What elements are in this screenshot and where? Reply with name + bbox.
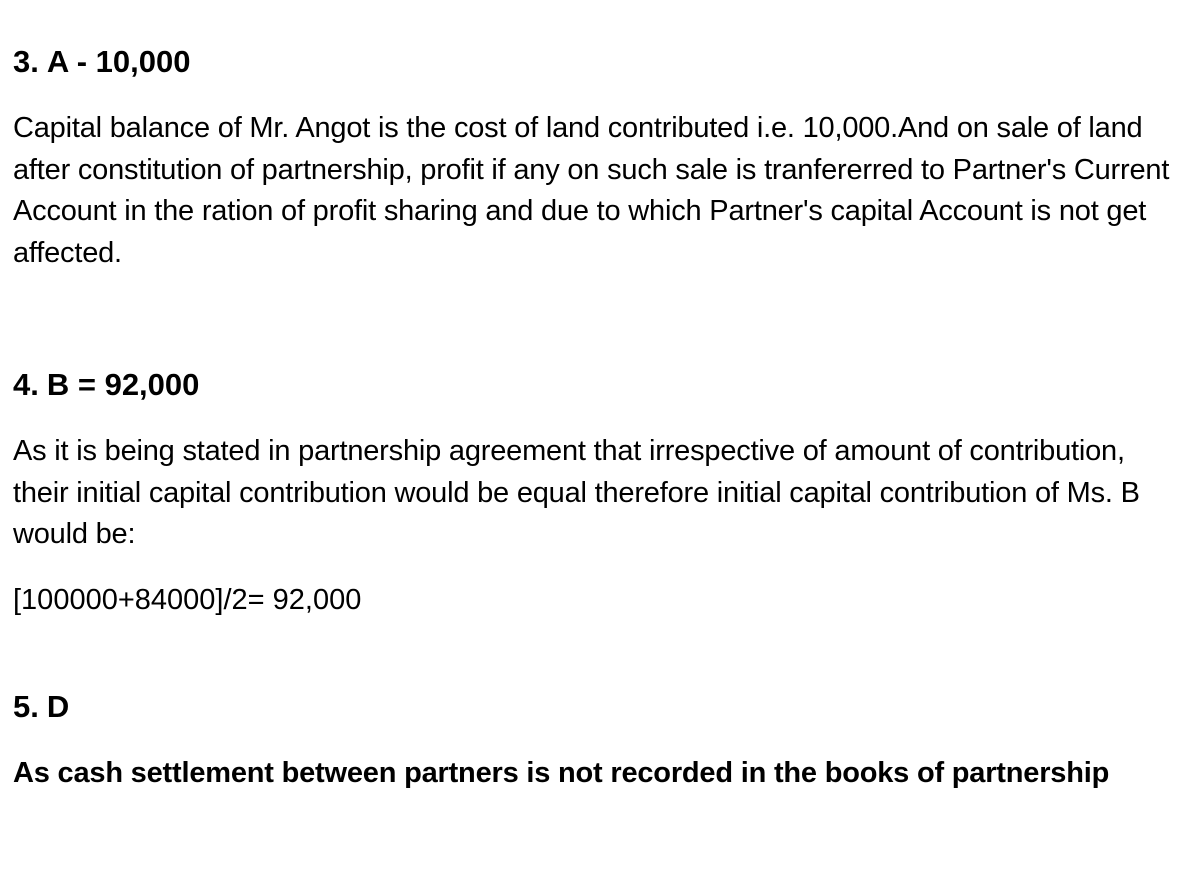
- answer-5-heading-text: D: [46, 689, 70, 724]
- answer-3-explanation: Capital balance of Mr. Angot is the cost of land contributed i.e. 10,000.And on sale of land after constitution of partnership, profit if any on such sale is tranfererred to Partner's Current Account in the ration of profit sharing and due to which Partner's capital Account is not get affected.: [13, 112, 1170, 269]
- answer-4-explanation: As it is being stated in partnership agreement that irrespective of amount of contribution, their initial capital contribution would be equal therefore initial capital contribution of Ms. B would be:: [13, 435, 1140, 550]
- answer-5-number: 5.: [13, 689, 39, 724]
- answer-3-number: 3.: [13, 44, 39, 79]
- answer-5-explanation: As cash settlement between partners is not recorded in the books of partnership: [13, 757, 1110, 789]
- answer-4-heading-text: B = 92,000: [46, 367, 200, 402]
- answer-3-heading: [13, 42, 190, 82]
- answer-4-formula: [100000+84000]/2= 92,000: [13, 584, 362, 616]
- answer-4-number: 4.: [13, 367, 39, 402]
- answer-3-heading-text: A - 10,000: [46, 44, 191, 79]
- answer-4-heading: [13, 365, 199, 405]
- answer-5-heading: [13, 687, 69, 727]
